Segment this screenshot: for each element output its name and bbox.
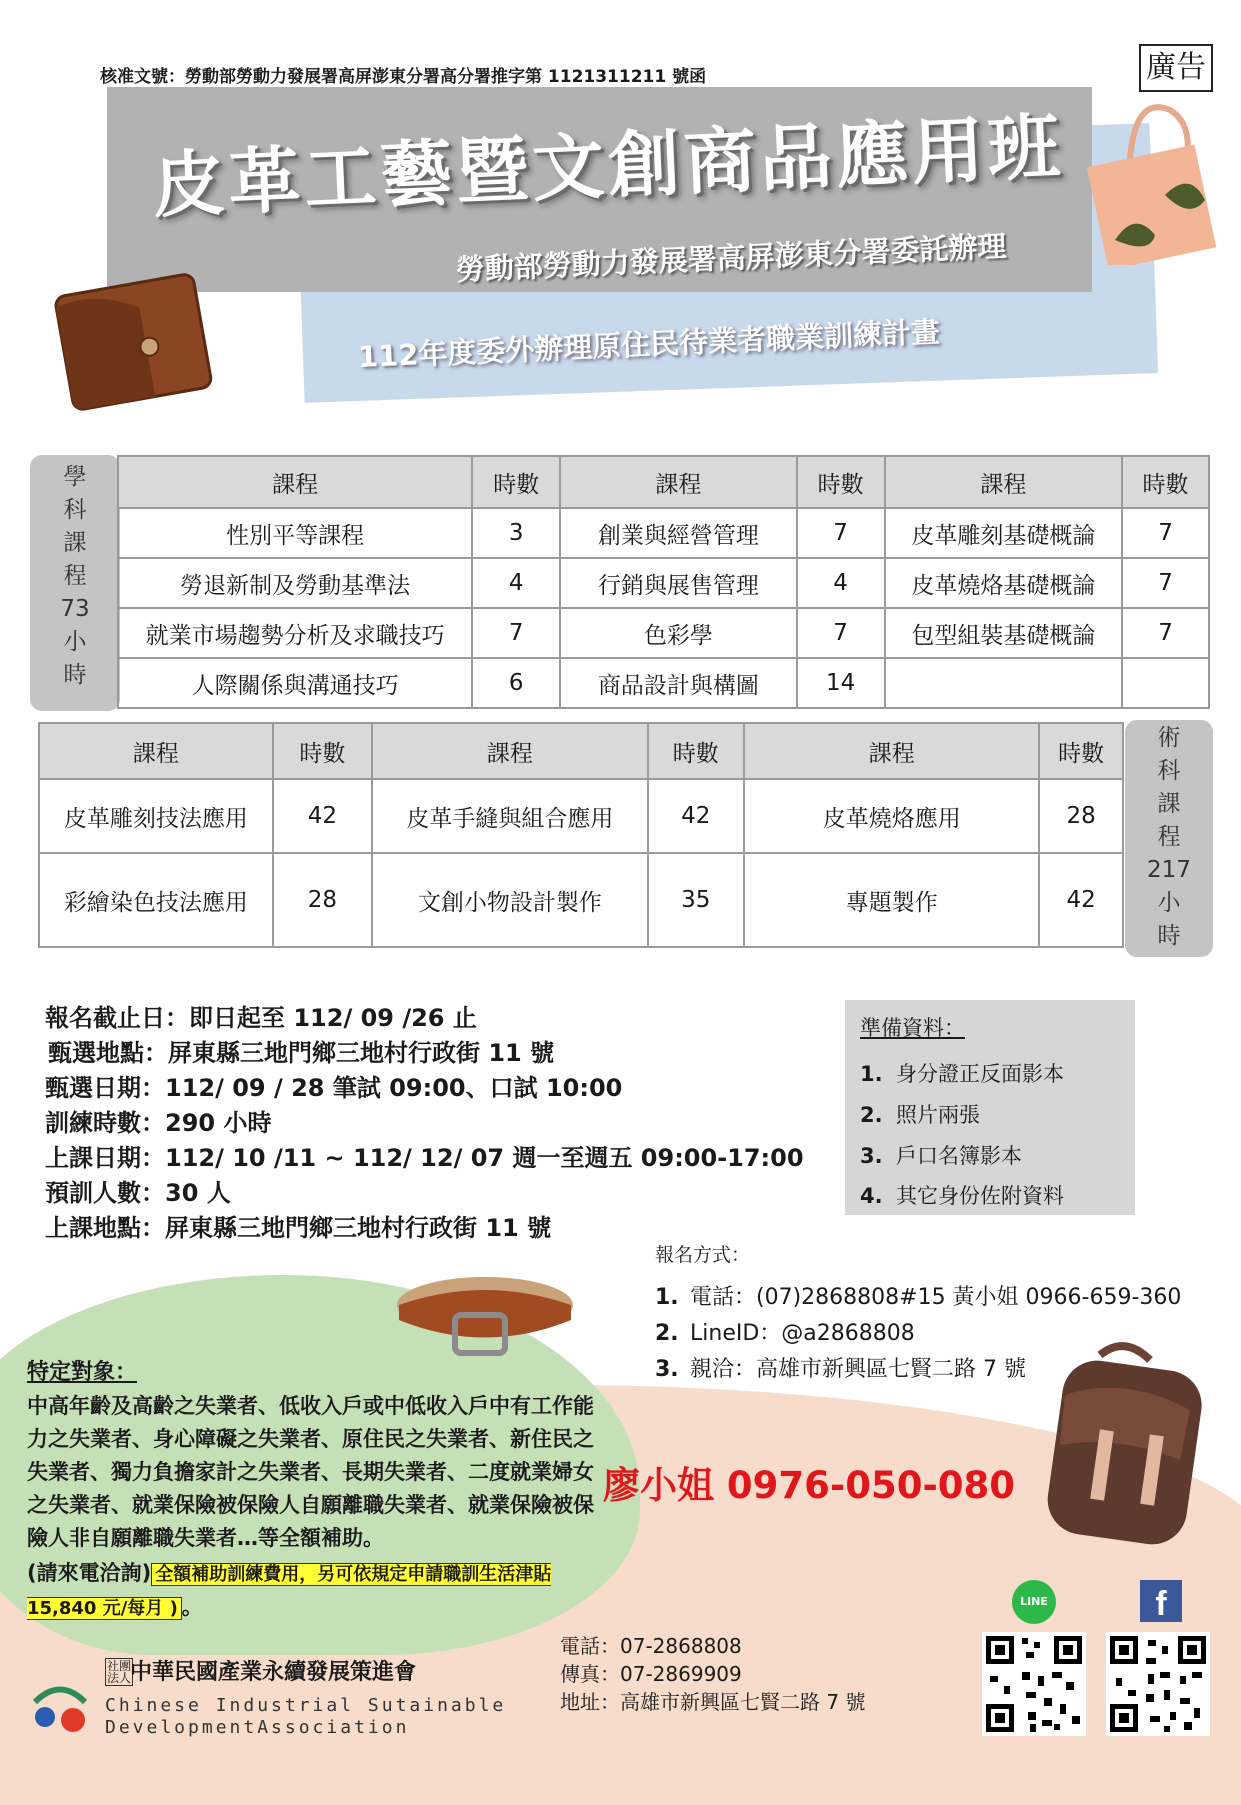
course-hours: 42 xyxy=(648,779,745,853)
course-name: 文創小物設計製作 xyxy=(372,853,647,947)
course-name: 皮革燒烙應用 xyxy=(744,779,1039,853)
course-name: 勞退新制及勞動基準法 xyxy=(118,558,472,608)
tote-bag-illustration xyxy=(1085,90,1220,265)
subsidy-highlight: 全額補助訓練費用，另可依規定申請職訓生活津貼15,840 元/每月 ) xyxy=(27,1564,552,1619)
target-note xyxy=(27,1557,602,1625)
side-label-char: 術 xyxy=(1157,725,1181,751)
course-hours: 28 xyxy=(1039,779,1123,853)
course-name: 彩繪染色技法應用 xyxy=(39,853,273,947)
target-description xyxy=(27,1390,602,1625)
registration-item xyxy=(655,1316,915,1347)
course-name: 包型組裝基礎概論 xyxy=(885,608,1123,658)
side-label-char: 小 xyxy=(63,629,87,655)
item-text: 電話：(07)2868808#15 黃小姐 0966-659-360 xyxy=(690,1285,1182,1310)
course-hours: 14 xyxy=(797,658,885,708)
course-hours: 35 xyxy=(648,853,745,947)
preparation-item xyxy=(860,1180,1064,1210)
course-hours: 42 xyxy=(273,779,373,853)
table-header: 課程 xyxy=(560,456,797,508)
subtitle-program: 112年度委外辦理原住民待業者職業訓練計畫 xyxy=(357,314,941,374)
info-selection-location: 甄選地點：屏東縣三地門鄉三地村行政街 11 號 xyxy=(48,1039,555,1067)
course-name: 行銷與展售管理 xyxy=(560,558,797,608)
registration-item xyxy=(655,1280,1181,1311)
info-trainee-count: 預訓人數：30 人 xyxy=(45,1179,231,1207)
table-header: 課程 xyxy=(885,456,1123,508)
course-hours: 7 xyxy=(797,508,885,558)
side-label-char: 科 xyxy=(63,497,87,523)
organization-name-en-line2: DevelopmentAssociation xyxy=(105,1717,410,1738)
theory-course-table xyxy=(117,455,1210,709)
item-text: 身分證正反面影本 xyxy=(896,1062,1064,1086)
organization-name: 中華民國產業永續發展策進會 xyxy=(130,1660,417,1685)
target-heading: 特定對象： xyxy=(27,1360,138,1385)
item-number: 3. xyxy=(655,1357,679,1382)
course-hours: 7 xyxy=(472,608,560,658)
side-label-char: 217 xyxy=(1147,857,1191,883)
line-qr-code[interactable] xyxy=(982,1632,1086,1736)
course-hours: 7 xyxy=(797,608,885,658)
organization-logo-icon xyxy=(25,1672,95,1742)
course-name: 商品設計與構圖 xyxy=(560,658,797,708)
organization-badge: 社團法人 xyxy=(107,1659,132,1685)
practical-course-table xyxy=(38,722,1124,948)
belt-illustration xyxy=(395,1265,580,1375)
practical-side-label xyxy=(1125,720,1213,957)
item-number: 1. xyxy=(655,1285,679,1310)
registration-item xyxy=(655,1352,1026,1383)
facebook-icon[interactable]: f xyxy=(1140,1580,1182,1622)
table-header: 時數 xyxy=(472,456,560,508)
table-header: 時數 xyxy=(648,723,745,779)
course-name: 性別平等課程 xyxy=(118,508,472,558)
ad-label: 廣告 xyxy=(1139,44,1213,92)
wallet-illustration xyxy=(45,255,215,425)
item-text: LineID：@a2868808 xyxy=(690,1321,915,1346)
side-label-char: 73 xyxy=(60,596,90,622)
course-hours: 6 xyxy=(472,658,560,708)
footer-phone: 電話：07-2868808 xyxy=(560,1634,742,1658)
course-hours: 28 xyxy=(273,853,373,947)
target-note-suffix: 。 xyxy=(181,1595,203,1619)
side-label-char: 科 xyxy=(1157,758,1181,784)
side-label-char: 學 xyxy=(63,464,87,490)
item-number: 4. xyxy=(860,1184,883,1208)
course-hours xyxy=(1122,658,1209,708)
table-header: 時數 xyxy=(1039,723,1123,779)
course-name: 創業與經營管理 xyxy=(560,508,797,558)
item-number: 2. xyxy=(860,1103,883,1127)
course-hours: 7 xyxy=(1122,558,1209,608)
course-hours: 3 xyxy=(472,508,560,558)
backpack-illustration xyxy=(1030,1335,1210,1555)
course-name: 皮革雕刻技法應用 xyxy=(39,779,273,853)
subtitle-organizer: 勞動部勞動力發展署高屏澎東分署委託辦理 xyxy=(455,228,1008,287)
footer-fax: 傳真：07-2869909 xyxy=(560,1662,742,1686)
table-header: 課程 xyxy=(118,456,472,508)
course-name: 皮革手縫與組合應用 xyxy=(372,779,647,853)
course-name: 就業市場趨勢分析及求職技巧 xyxy=(118,608,472,658)
course-hours: 4 xyxy=(797,558,885,608)
info-training-hours: 訓練時數：290 小時 xyxy=(45,1109,272,1137)
info-selection-date: 甄選日期：112/ 09 / 28 筆試 09:00、口試 10:00 xyxy=(45,1074,623,1102)
item-text: 戶口名簿影本 xyxy=(896,1144,1022,1168)
registration-heading: 報名方式： xyxy=(655,1244,751,1266)
course-name: 皮革燒烙基礎概論 xyxy=(885,558,1123,608)
preparation-item xyxy=(860,1099,980,1129)
course-hours: 42 xyxy=(1039,853,1123,947)
course-name: 色彩學 xyxy=(560,608,797,658)
side-label-char: 課 xyxy=(1157,791,1181,817)
info-class-dates: 上課日期：112/ 10 /11 ~ 112/ 12/ 07 週一至週五 09:00-17:00 xyxy=(45,1144,804,1172)
item-text: 照片兩張 xyxy=(896,1103,980,1127)
info-class-location: 上課地點：屏東縣三地門鄉三地村行政街 11 號 xyxy=(45,1214,552,1242)
table-header: 課程 xyxy=(744,723,1039,779)
item-number: 1. xyxy=(860,1062,883,1086)
table-header: 時數 xyxy=(273,723,373,779)
side-label-char: 程 xyxy=(1157,824,1181,850)
preparation-heading: 準備資料： xyxy=(860,1016,965,1040)
line-icon[interactable]: LINE xyxy=(1012,1580,1056,1624)
side-label-char: 時 xyxy=(1157,923,1181,949)
preparation-item xyxy=(860,1140,1022,1170)
target-note-prefix: (請來電洽詢) xyxy=(27,1561,152,1585)
table-header: 時數 xyxy=(1122,456,1209,508)
page-title: 皮革工藝暨文創商品應用班 xyxy=(150,104,1066,228)
course-hours: 7 xyxy=(1122,508,1209,558)
info-deadline: 報名截止日：即日起至 112/ 09 /26 止 xyxy=(45,1004,477,1032)
item-number: 2. xyxy=(655,1321,679,1346)
course-name xyxy=(885,658,1123,708)
theory-side-label xyxy=(30,455,120,711)
course-name: 皮革雕刻基礎概論 xyxy=(885,508,1123,558)
side-label-char: 小 xyxy=(1157,890,1181,916)
course-name: 專題製作 xyxy=(744,853,1039,947)
item-text: 親洽：高雄市新興區七賢二路 7 號 xyxy=(690,1357,1026,1382)
side-label-char: 程 xyxy=(63,563,87,589)
organization-name-en-line1: Chinese Industrial Sutainable xyxy=(105,1695,507,1716)
side-label-char: 時 xyxy=(63,662,87,688)
contact-phone-highlight: 廖小姐 0976-050-080 xyxy=(603,1464,1016,1507)
course-hours: 7 xyxy=(1122,608,1209,658)
table-header: 課程 xyxy=(372,723,647,779)
preparation-item xyxy=(860,1058,1064,1088)
footer-address: 地址：高雄市新興區七賢二路 7 號 xyxy=(560,1690,866,1714)
facebook-qr-code[interactable] xyxy=(1106,1632,1210,1736)
course-name: 人際關係與溝通技巧 xyxy=(118,658,472,708)
preparation-box xyxy=(845,1000,1135,1215)
item-number: 3. xyxy=(860,1144,883,1168)
course-hours: 4 xyxy=(472,558,560,608)
side-label-char: 課 xyxy=(63,530,87,556)
item-text: 其它身份佐附資料 xyxy=(896,1184,1064,1208)
table-header: 課程 xyxy=(39,723,273,779)
target-body: 中高年齡及高齡之失業者、低收入戶或中低收入戶中有工作能力之失業者、身心障礙之失業者、原住民之失業者、新住民之失業者、獨力負擔家計之失業者、長期失業者、二度就業婦女之失業者、就業保險被保險人自願離職失業者、就業保險被保險人非自願離職失業者…等全額補助。 xyxy=(27,1394,594,1550)
table-header: 時數 xyxy=(797,456,885,508)
approval-number: 核准文號：勞動部勞動力發展署高屏澎東分署高分署推字第 1121311211 號函 xyxy=(100,67,707,87)
